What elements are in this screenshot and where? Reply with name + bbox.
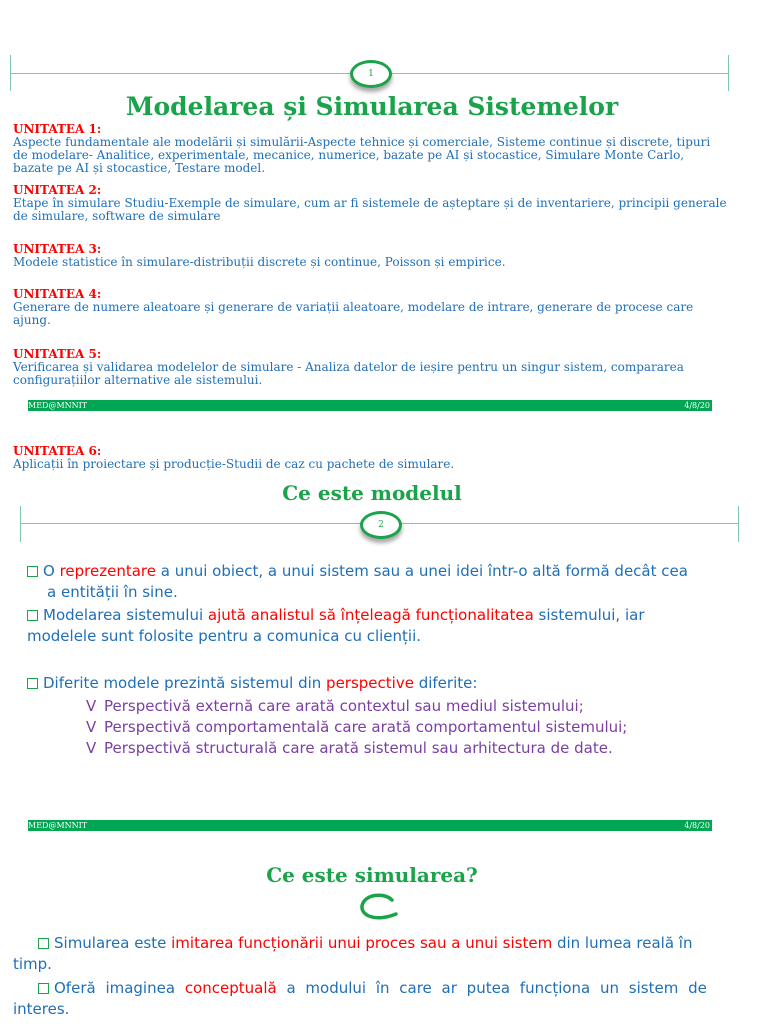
model-bullet-2 (27, 605, 737, 647)
slide3-title: Ce este simularea? (266, 863, 478, 887)
para-1-text: Simularea este (54, 934, 172, 952)
unit-3 (13, 243, 728, 269)
para-2-text-2: a modului în care ar putea funcționa un sistem de (276, 979, 707, 997)
simulation-paragraph-1 (13, 933, 732, 975)
slide1-right-tick (728, 55, 729, 91)
slide1-footer-date: 4/8/20 (684, 401, 710, 410)
para-2-line-2: interes. (13, 1000, 70, 1018)
checkbox-bullet-icon (27, 610, 38, 621)
slide2-footer-author: MED@MNNIT (28, 821, 88, 830)
para-2-highlight: conceptuală (184, 979, 277, 997)
slide1-title: Modelarea și Simularea Sistemelor (125, 92, 619, 121)
unit-6-heading: UNITATEA 6: (13, 444, 102, 458)
slide2-footer (28, 820, 712, 831)
perspective-item-external: V Perspectivă externă care arată contextul sau mediul sistemului; (86, 697, 584, 715)
bullet-2-line-2: modelele sunt folosite pentru a comunica cu clienții. (27, 627, 422, 645)
bullet-1-highlight: reprezentare (59, 562, 156, 580)
slide2-title: Ce este modelul (282, 481, 462, 505)
bullet-1-text-2: a unui obiect, a unui sistem sau a unei idei într-o altă formă decât cea (155, 562, 688, 580)
unit-1-body: Aspecte fundamentale ale modelării și simulării-Aspecte tehnice și comerciale, Sisteme continue și discrete, tipuri de modelare- Analitice, experimentale, mecanice, numerice, bazate pe AI și stocastice, Simulare Monte Carlo, bazate pe AI și stocastice, Testare model. (13, 135, 711, 175)
unit-1 (13, 123, 728, 175)
para-1-text-2: din lumea reală în (552, 934, 693, 952)
slide2-right-tick (738, 506, 739, 542)
slide3-arc-icon (354, 892, 404, 926)
slide1-footer-author: MED@MNNIT (28, 401, 88, 410)
slide1-left-tick (10, 55, 11, 91)
slide2-number-badge: 2 (360, 511, 402, 539)
unit-4-heading: UNITATEA 4: (13, 287, 102, 301)
v-bullet-icon: V (86, 739, 97, 757)
unit-5-heading: UNITATEA 5: (13, 347, 102, 361)
unit-5 (13, 348, 728, 387)
bullet-3-highlight: perspective (326, 674, 414, 692)
slide2-footer-date: 4/8/20 (684, 821, 710, 830)
unit-5-body: Verificarea și validarea modelelor de simulare - Analiza datelor de ieșire pentru un singur sistem, compararea configurațiilor alternative ale sistemului. (13, 360, 684, 387)
v-bullet-icon: V (86, 718, 97, 736)
unit-4 (13, 288, 728, 327)
unit-3-heading: UNITATEA 3: (13, 242, 102, 256)
unit-6-body: Aplicații în proiectare și producție-Studii de caz cu pachete de simulare. (13, 457, 455, 471)
unit-2-heading: UNITATEA 2: (13, 183, 102, 197)
model-bullet-1 (27, 561, 737, 603)
bullet-2-highlight: ajută analistul să înțeleagă funcționalitatea (207, 606, 534, 624)
bullet-3-text: Diferite modele prezintă sistemul din (43, 674, 327, 692)
para-1-line-2: timp. (13, 955, 52, 973)
unit-3-body: Modele statistice în simulare-distribuții discrete și continue, Poisson și empirice. (13, 255, 506, 269)
unit-1-heading: UNITATEA 1: (13, 122, 102, 136)
bullet-2-text-2: sistemului, iar (533, 606, 645, 624)
unit-2 (13, 184, 728, 223)
unit-4-body: Generare de numere aleatoare și generare de variații aleatoare, modelare de intrare, generare de procese care ajung. (13, 300, 694, 327)
para-1-highlight: imitarea funcționării unui proces sau a unui sistem (171, 934, 553, 952)
perspective-list (86, 696, 736, 759)
v-bullet-icon: V (86, 697, 97, 715)
checkbox-bullet-icon (27, 566, 38, 577)
checkbox-bullet-icon (27, 678, 38, 689)
unit-6 (13, 445, 728, 471)
slide2-left-tick (20, 506, 21, 542)
para-2-text: Oferă imaginea (54, 979, 185, 997)
bullet-1-text: O (43, 562, 60, 580)
perspective-item-behavioral: V Perspectivă comportamentală care arată comportamentul sistemului; (86, 718, 628, 736)
slide1-number-badge: 1 (350, 60, 392, 88)
unit-2-body: Etape în simulare Studiu-Exemple de simulare, cum ar fi sistemele de așteptare și de inventariere, principii generale de simulare, software de simulare (13, 196, 727, 223)
bullet-2-text: Modelarea sistemului (43, 606, 208, 624)
bullet-3-text-2: diferite: (413, 674, 478, 692)
bullet-1-line-2: a entității în sine. (47, 583, 178, 601)
simulation-paragraph-2 (13, 978, 732, 1020)
slide1-footer (28, 400, 712, 411)
checkbox-bullet-icon (38, 983, 49, 994)
checkbox-bullet-icon (38, 938, 49, 949)
perspective-item-structural: V Perspectivă structurală care arată sistemul sau arhitectura de date. (86, 739, 613, 757)
model-bullet-3 (27, 673, 737, 694)
